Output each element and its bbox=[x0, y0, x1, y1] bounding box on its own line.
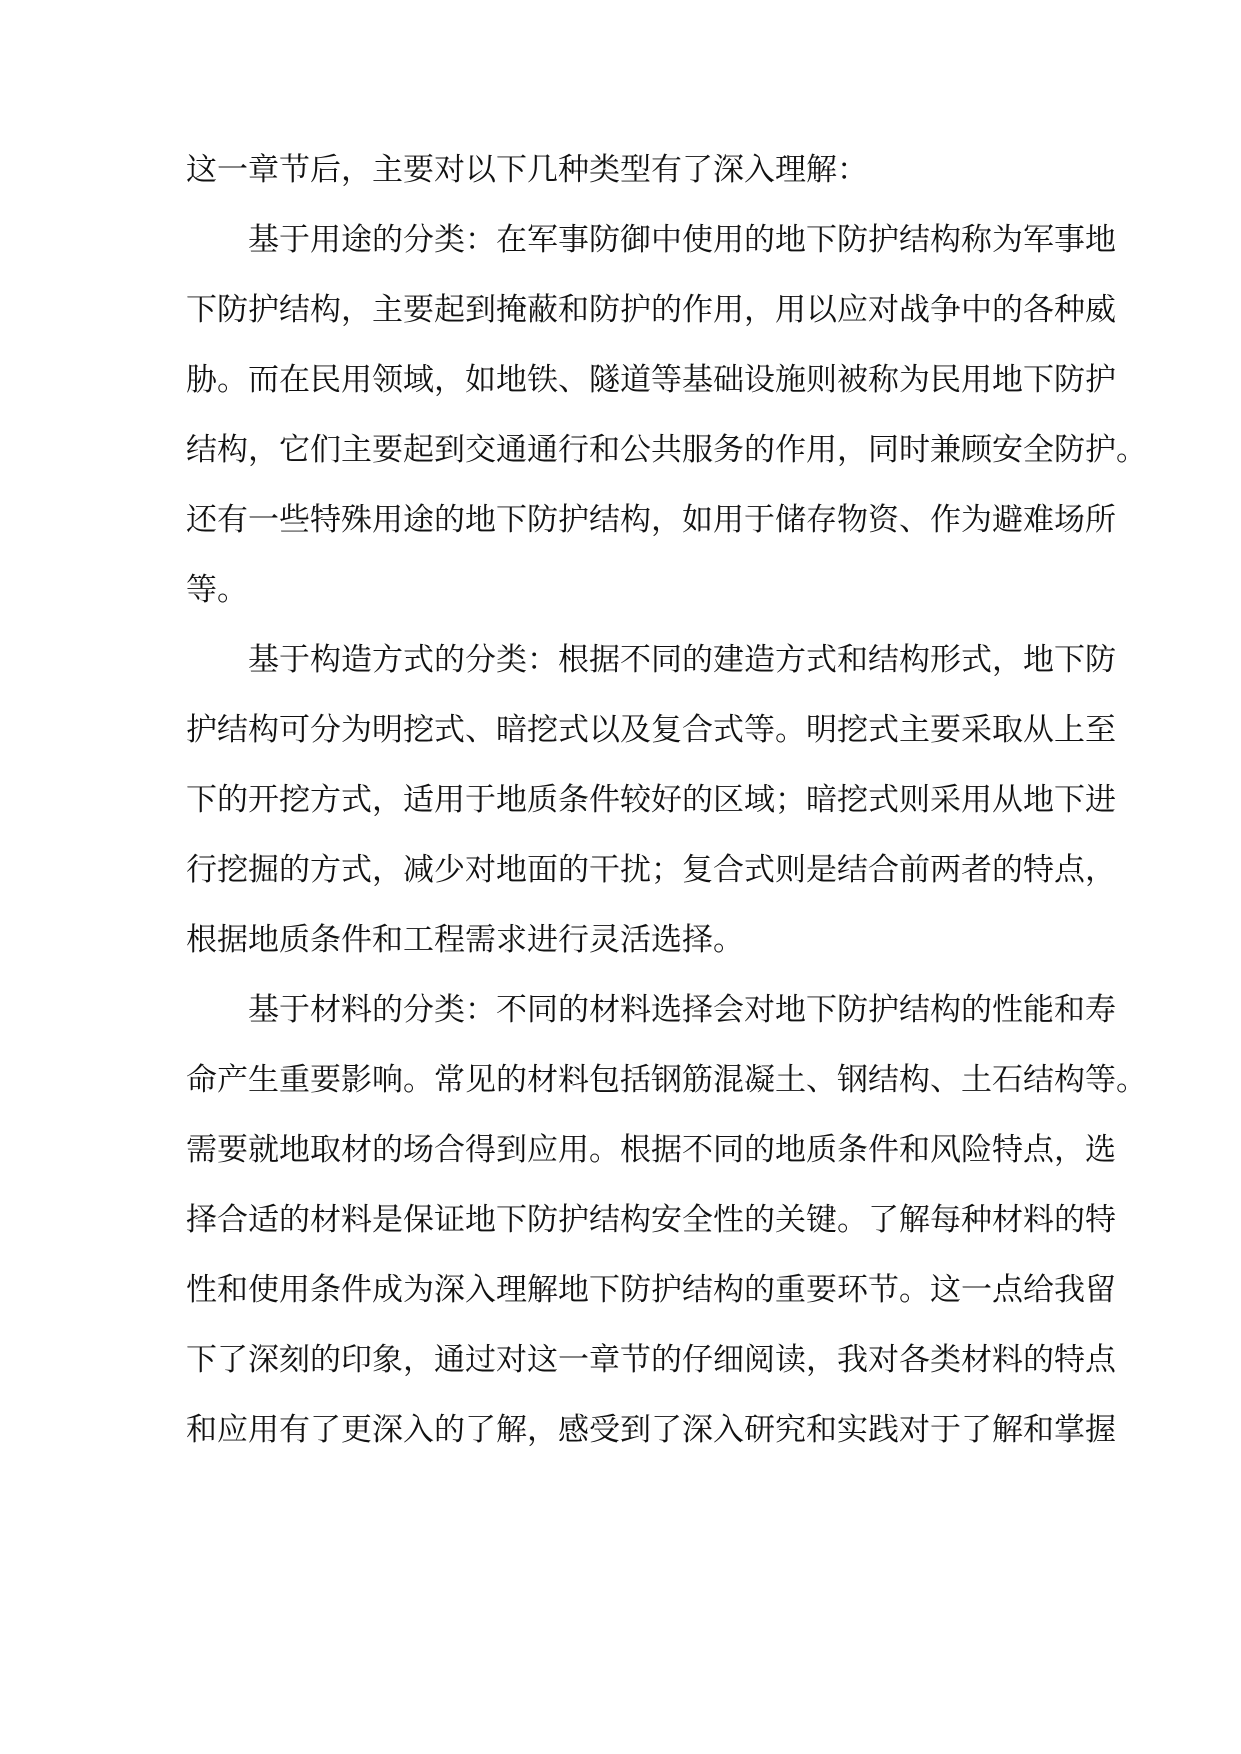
text-line: 下了深刻的印象，通过对这一章节的仔细阅读，我对各类材料的特点 bbox=[186, 1342, 1116, 1378]
text-line: 基于材料的分类：不同的材料选择会对地下防护结构的性能和寿 bbox=[248, 992, 1116, 1028]
body-text bbox=[186, 135, 1147, 1465]
paragraph-classification-by-material bbox=[186, 975, 1147, 1465]
text-line: 根据地质条件和工程需求进行灵活选择。 bbox=[186, 922, 744, 958]
text-line: 还有一些特殊用途的地下防护结构，如用于储存物资、作为避难场所 bbox=[186, 502, 1116, 538]
text-line: 择合适的材料是保证地下防护结构安全性的关键。了解每种材料的特 bbox=[186, 1202, 1116, 1238]
text-line: 等。 bbox=[186, 572, 248, 608]
text-line: 结构，它们主要起到交通通行和公共服务的作用，同时兼顾安全防护。 bbox=[186, 432, 1147, 468]
text-line: 下防护结构，主要起到掩蔽和防护的作用，用以应对战争中的各种威 bbox=[186, 292, 1116, 328]
text-line: 护结构可分为明挖式、暗挖式以及复合式等。明挖式主要采取从上至 bbox=[186, 712, 1116, 748]
text-line: 和应用有了更深入的了解，感受到了深入研究和实践对于了解和掌握 bbox=[186, 1412, 1116, 1448]
text-line: 性和使用条件成为深入理解地下防护结构的重要环节。这一点给我留 bbox=[186, 1272, 1116, 1308]
text-line: 胁。而在民用领域，如地铁、隧道等基础设施则被称为民用地下防护 bbox=[186, 362, 1116, 398]
text-line: 这一章节后，主要对以下几种类型有了深入理解： bbox=[186, 152, 868, 188]
paragraph-classification-by-construction bbox=[186, 625, 1116, 975]
paragraph-intro bbox=[186, 135, 1066, 205]
text-line: 需要就地取材的场合得到应用。根据不同的地质条件和风险特点，选 bbox=[186, 1132, 1116, 1168]
text-line: 命产生重要影响。常见的材料包括钢筋混凝土、钢结构、土石结构等。 bbox=[186, 1062, 1147, 1098]
text-line: 下的开挖方式，适用于地质条件较好的区域；暗挖式则采用从地下进 bbox=[186, 782, 1116, 818]
text-line: 基于用途的分类：在军事防御中使用的地下防护结构称为军事地 bbox=[248, 222, 1116, 258]
text-line: 行挖掘的方式，减少对地面的干扰；复合式则是结合前两者的特点， bbox=[186, 852, 1116, 888]
paragraph-classification-by-use bbox=[186, 205, 1147, 625]
text-line: 基于构造方式的分类：根据不同的建造方式和结构形式，地下防 bbox=[248, 642, 1116, 678]
